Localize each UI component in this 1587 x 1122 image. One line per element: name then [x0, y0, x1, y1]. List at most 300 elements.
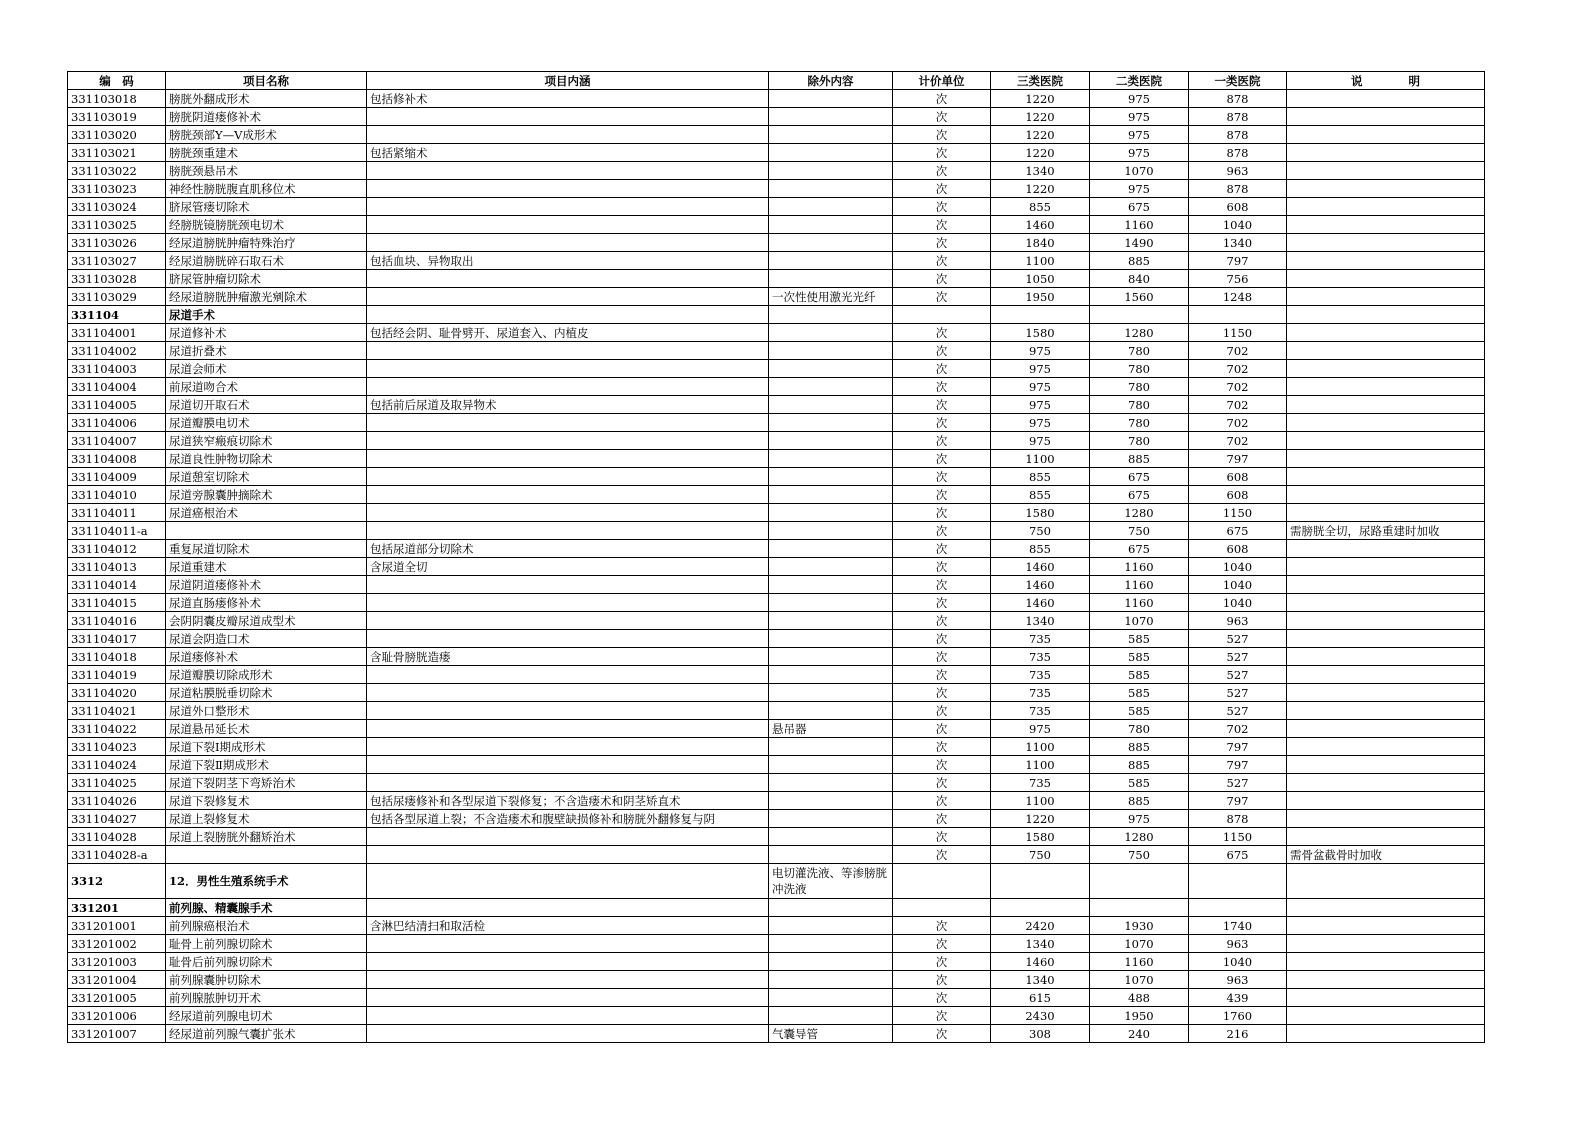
table-row — [68, 468, 1485, 486]
cell-class2-price: 780 — [1090, 342, 1189, 360]
cell-notes — [1287, 108, 1485, 126]
cell-class1-price: 756 — [1189, 270, 1287, 288]
cell-notes — [1287, 558, 1485, 576]
cell-class3-price: 1220 — [991, 180, 1090, 198]
cell-item-name: 尿道会阴造口术 — [166, 630, 367, 648]
cell-class3-price: 735 — [991, 684, 1090, 702]
cell-item-content — [367, 846, 769, 864]
cell-notes — [1287, 396, 1485, 414]
cell-class1-price: 702 — [1189, 342, 1287, 360]
cell-class3-price: 975 — [991, 414, 1090, 432]
cell-item-name: 经膀胱镜膀胱颈电切术 — [166, 216, 367, 234]
cell-unit: 次 — [893, 971, 991, 989]
cell-class2-price: 780 — [1090, 360, 1189, 378]
cell-class3-price: 1580 — [991, 324, 1090, 342]
cell-class2-price: 1930 — [1090, 917, 1189, 935]
cell-item-name: 重复尿道切除术 — [166, 540, 367, 558]
cell-item-name: 膀胱阴道瘘修补术 — [166, 108, 367, 126]
cell-code: 331104008 — [68, 450, 166, 468]
cell-class1-price: 527 — [1189, 774, 1287, 792]
cell-item-content — [367, 180, 769, 198]
cell-class3-price: 735 — [991, 648, 1090, 666]
cell-item-content — [367, 666, 769, 684]
section-row — [68, 306, 1485, 324]
cell-notes — [1287, 971, 1485, 989]
cell-class2-price: 840 — [1090, 270, 1189, 288]
cell-class2-price: 1280 — [1090, 504, 1189, 522]
cell-unit: 次 — [893, 180, 991, 198]
table-row — [68, 989, 1485, 1007]
table-row — [68, 612, 1485, 630]
fee-schedule-table — [67, 71, 1485, 1043]
cell-notes — [1287, 720, 1485, 738]
cell-notes — [1287, 810, 1485, 828]
cell-class3-price: 735 — [991, 774, 1090, 792]
cell-notes — [1287, 792, 1485, 810]
cell-unit: 次 — [893, 1025, 991, 1043]
cell-notes — [1287, 576, 1485, 594]
cell-class2-price: 1070 — [1090, 971, 1189, 989]
cell-class2-price: 885 — [1090, 450, 1189, 468]
cell-code: 331104014 — [68, 576, 166, 594]
cell-class2-price: 1280 — [1090, 828, 1189, 846]
cell-class3-price: 735 — [991, 630, 1090, 648]
cell-code: 331201004 — [68, 971, 166, 989]
table-row — [68, 90, 1485, 108]
cell-item-content — [367, 234, 769, 252]
cell-class3-price: 975 — [991, 432, 1090, 450]
cell-class1-price: 878 — [1189, 108, 1287, 126]
cell-class1-price: 216 — [1189, 1025, 1287, 1043]
cell-exclusions — [769, 144, 893, 162]
cell-item-content: 包括紧缩术 — [367, 144, 769, 162]
cell-class2-price: 585 — [1090, 666, 1189, 684]
cell-code: 331104010 — [68, 486, 166, 504]
cell-unit: 次 — [893, 953, 991, 971]
table-row — [68, 846, 1485, 864]
cell-class2-price: 675 — [1090, 468, 1189, 486]
cell-class2-price: 1160 — [1090, 558, 1189, 576]
cell-item-name: 耻骨上前列腺切除术 — [166, 935, 367, 953]
cell-class1-price: 702 — [1189, 720, 1287, 738]
cell-class2-price: 885 — [1090, 738, 1189, 756]
cell-class1-price: 702 — [1189, 360, 1287, 378]
cell-notes — [1287, 594, 1485, 612]
table-row — [68, 108, 1485, 126]
table-row — [68, 198, 1485, 216]
cell-class2-price: 975 — [1090, 144, 1189, 162]
cell-unit: 次 — [893, 468, 991, 486]
table-row — [68, 180, 1485, 198]
cell-code: 331201005 — [68, 989, 166, 1007]
table-row — [68, 126, 1485, 144]
cell-class2-price: 675 — [1090, 540, 1189, 558]
cell-class1-price: 608 — [1189, 540, 1287, 558]
cell-class2-price — [1090, 899, 1189, 917]
table-row — [68, 450, 1485, 468]
cell-code: 331103022 — [68, 162, 166, 180]
cell-code: 331103019 — [68, 108, 166, 126]
cell-class3-price: 1580 — [991, 828, 1090, 846]
cell-item-content — [367, 414, 769, 432]
cell-class2-price: 1160 — [1090, 216, 1189, 234]
cell-item-name: 膀胱颈重建术 — [166, 144, 367, 162]
cell-class3-price: 1460 — [991, 594, 1090, 612]
cell-item-name: 尿道切开取石术 — [166, 396, 367, 414]
cell-class2-price: 1160 — [1090, 594, 1189, 612]
cell-item-content: 含淋巴结清扫和取活检 — [367, 917, 769, 935]
cell-item-name: 经尿道膀胱肿瘤激光剜除术 — [166, 288, 367, 306]
cell-item-name: 前列腺囊肿切除术 — [166, 971, 367, 989]
cell-item-content — [367, 1007, 769, 1025]
cell-code: 331104011-a — [68, 522, 166, 540]
cell-class2-price: 975 — [1090, 108, 1189, 126]
cell-notes — [1287, 864, 1485, 899]
cell-item-name: 尿道下裂修复术 — [166, 792, 367, 810]
cell-item-content: 包括经会阴、耻骨劈开、尿道套入、内植皮 — [367, 324, 769, 342]
cell-exclusions — [769, 468, 893, 486]
cell-class2-price: 1160 — [1090, 576, 1189, 594]
cell-class3-price: 615 — [991, 989, 1090, 1007]
header-item-name: 项目名称 — [166, 72, 367, 90]
section-row — [68, 864, 1485, 899]
cell-item-name: 尿道下裂Ⅱ期成形术 — [166, 756, 367, 774]
cell-notes — [1287, 360, 1485, 378]
cell-class3-price — [991, 899, 1090, 917]
cell-class3-price: 975 — [991, 396, 1090, 414]
table-row — [68, 522, 1485, 540]
table-row — [68, 594, 1485, 612]
cell-class3-price: 1340 — [991, 935, 1090, 953]
cell-item-name: 尿道瓣膜电切术 — [166, 414, 367, 432]
cell-class2-price: 750 — [1090, 846, 1189, 864]
cell-exclusions — [769, 360, 893, 378]
cell-class3-price — [991, 306, 1090, 324]
cell-exclusions: 悬吊器 — [769, 720, 893, 738]
table-row — [68, 953, 1485, 971]
table-row — [68, 252, 1485, 270]
cell-item-content — [367, 828, 769, 846]
cell-class1-price: 1740 — [1189, 917, 1287, 935]
cell-class1-price: 1150 — [1189, 504, 1287, 522]
cell-class1-price: 797 — [1189, 252, 1287, 270]
cell-class1-price: 797 — [1189, 756, 1287, 774]
cell-unit: 次 — [893, 666, 991, 684]
cell-code: 331104007 — [68, 432, 166, 450]
cell-class1-price: 527 — [1189, 702, 1287, 720]
cell-exclusions — [769, 953, 893, 971]
cell-class3-price: 975 — [991, 342, 1090, 360]
cell-code: 331104005 — [68, 396, 166, 414]
cell-unit: 次 — [893, 738, 991, 756]
cell-exclusions — [769, 378, 893, 396]
cell-notes — [1287, 198, 1485, 216]
cell-exclusions — [769, 684, 893, 702]
cell-code: 331104015 — [68, 594, 166, 612]
cell-code: 331104020 — [68, 684, 166, 702]
cell-code: 331104004 — [68, 378, 166, 396]
table-row — [68, 720, 1485, 738]
cell-unit: 次 — [893, 810, 991, 828]
cell-class1-price: 702 — [1189, 396, 1287, 414]
cell-class2-price: 585 — [1090, 774, 1189, 792]
cell-notes — [1287, 828, 1485, 846]
cell-notes — [1287, 486, 1485, 504]
cell-class1-price: 878 — [1189, 144, 1287, 162]
cell-class1-price: 702 — [1189, 432, 1287, 450]
cell-class1-price: 608 — [1189, 468, 1287, 486]
cell-unit: 次 — [893, 846, 991, 864]
cell-class2-price: 240 — [1090, 1025, 1189, 1043]
cell-class1-price: 1150 — [1189, 324, 1287, 342]
header-class3-hospital: 三类医院 — [991, 72, 1090, 90]
cell-class1-price: 797 — [1189, 792, 1287, 810]
cell-class2-price: 780 — [1090, 378, 1189, 396]
cell-item-content — [367, 756, 769, 774]
cell-item-content — [367, 594, 769, 612]
cell-notes — [1287, 917, 1485, 935]
cell-code: 331104022 — [68, 720, 166, 738]
table-row — [68, 756, 1485, 774]
cell-notes — [1287, 702, 1485, 720]
cell-class3-price: 1950 — [991, 288, 1090, 306]
header-notes: 说 明 — [1287, 72, 1485, 90]
cell-item-name: 会阴阴囊皮瓣尿道成型术 — [166, 612, 367, 630]
cell-unit: 次 — [893, 162, 991, 180]
cell-exclusions — [769, 702, 893, 720]
cell-notes — [1287, 989, 1485, 1007]
cell-class3-price: 855 — [991, 468, 1090, 486]
cell-class1-price: 608 — [1189, 198, 1287, 216]
cell-item-name: 神经性膀胱腹直肌移位术 — [166, 180, 367, 198]
cell-class1-price — [1189, 306, 1287, 324]
cell-item-name: 尿道狭窄瘢痕切除术 — [166, 432, 367, 450]
cell-notes — [1287, 630, 1485, 648]
cell-code: 331103021 — [68, 144, 166, 162]
cell-class2-price: 585 — [1090, 630, 1189, 648]
cell-unit: 次 — [893, 288, 991, 306]
cell-item-content: 包括血块、异物取出 — [367, 252, 769, 270]
cell-class1-price: 963 — [1189, 971, 1287, 989]
cell-code: 331104026 — [68, 792, 166, 810]
cell-class1-price: 1040 — [1189, 576, 1287, 594]
cell-exclusions — [769, 108, 893, 126]
header-unit: 计价单位 — [893, 72, 991, 90]
cell-class3-price — [991, 864, 1090, 899]
cell-unit: 次 — [893, 450, 991, 468]
cell-class2-price: 975 — [1090, 126, 1189, 144]
cell-class3-price: 750 — [991, 846, 1090, 864]
cell-exclusions — [769, 828, 893, 846]
cell-unit: 次 — [893, 216, 991, 234]
cell-code: 331104027 — [68, 810, 166, 828]
cell-code: 331103018 — [68, 90, 166, 108]
cell-unit: 次 — [893, 432, 991, 450]
cell-unit: 次 — [893, 234, 991, 252]
cell-class1-price: 1040 — [1189, 953, 1287, 971]
cell-exclusions: 一次性使用激光光纤 — [769, 288, 893, 306]
table-row — [68, 666, 1485, 684]
cell-code: 331104013 — [68, 558, 166, 576]
cell-class2-price: 780 — [1090, 396, 1189, 414]
cell-notes: 需膀胱全切，尿路重建时加收 — [1287, 522, 1485, 540]
cell-exclusions — [769, 630, 893, 648]
cell-class3-price: 1100 — [991, 252, 1090, 270]
cell-class3-price: 975 — [991, 360, 1090, 378]
cell-notes — [1287, 378, 1485, 396]
cell-item-name: 前列腺癌根治术 — [166, 917, 367, 935]
cell-code: 331104 — [68, 306, 166, 324]
cell-item-name: 尿道旁腺囊肿摘除术 — [166, 486, 367, 504]
cell-notes — [1287, 738, 1485, 756]
cell-notes — [1287, 234, 1485, 252]
header-class2-hospital: 二类医院 — [1090, 72, 1189, 90]
cell-item-name: 前列腺脓肿切开术 — [166, 989, 367, 1007]
cell-class3-price: 855 — [991, 198, 1090, 216]
cell-item-content — [367, 432, 769, 450]
cell-exclusions — [769, 558, 893, 576]
cell-unit: 次 — [893, 540, 991, 558]
header-exclusions: 除外内容 — [769, 72, 893, 90]
cell-code: 331103028 — [68, 270, 166, 288]
cell-item-name: 膀胱颈悬吊术 — [166, 162, 367, 180]
cell-item-name: 尿道下裂阴茎下弯矫治术 — [166, 774, 367, 792]
cell-class2-price: 1280 — [1090, 324, 1189, 342]
cell-unit: 次 — [893, 792, 991, 810]
cell-class1-price: 527 — [1189, 630, 1287, 648]
table-row — [68, 684, 1485, 702]
cell-unit: 次 — [893, 342, 991, 360]
cell-unit: 次 — [893, 144, 991, 162]
cell-unit: 次 — [893, 360, 991, 378]
cell-code: 331104025 — [68, 774, 166, 792]
cell-class1-price: 878 — [1189, 126, 1287, 144]
cell-exclusions — [769, 432, 893, 450]
cell-item-content — [367, 612, 769, 630]
cell-unit: 次 — [893, 270, 991, 288]
cell-class1-price: 608 — [1189, 486, 1287, 504]
cell-item-name: 12．男性生殖系统手术 — [166, 864, 367, 899]
cell-exclusions: 气囊导管 — [769, 1025, 893, 1043]
cell-notes — [1287, 306, 1485, 324]
cell-exclusions — [769, 594, 893, 612]
cell-unit: 次 — [893, 935, 991, 953]
cell-unit: 次 — [893, 576, 991, 594]
cell-exclusions — [769, 162, 893, 180]
cell-exclusions — [769, 252, 893, 270]
cell-unit: 次 — [893, 414, 991, 432]
cell-unit: 次 — [893, 90, 991, 108]
header-code: 编 码 — [68, 72, 166, 90]
cell-item-content — [367, 450, 769, 468]
cell-class3-price: 1580 — [991, 504, 1090, 522]
cell-exclusions — [769, 989, 893, 1007]
cell-exclusions — [769, 306, 893, 324]
cell-unit: 次 — [893, 756, 991, 774]
cell-class2-price: 780 — [1090, 414, 1189, 432]
cell-item-name: 尿道修补术 — [166, 324, 367, 342]
cell-code: 331104024 — [68, 756, 166, 774]
cell-item-content — [367, 198, 769, 216]
cell-class1-price: 963 — [1189, 162, 1287, 180]
cell-unit: 次 — [893, 594, 991, 612]
cell-code: 331104006 — [68, 414, 166, 432]
cell-unit: 次 — [893, 396, 991, 414]
cell-class3-price: 2430 — [991, 1007, 1090, 1025]
cell-unit: 次 — [893, 630, 991, 648]
cell-code: 331104023 — [68, 738, 166, 756]
cell-item-content — [367, 953, 769, 971]
cell-class2-price: 1560 — [1090, 288, 1189, 306]
cell-code: 331104021 — [68, 702, 166, 720]
cell-unit: 次 — [893, 648, 991, 666]
cell-code: 331104018 — [68, 648, 166, 666]
table-row — [68, 540, 1485, 558]
cell-item-content — [367, 342, 769, 360]
cell-code: 331104016 — [68, 612, 166, 630]
cell-item-name: 尿道会师术 — [166, 360, 367, 378]
cell-class1-price: 1340 — [1189, 234, 1287, 252]
cell-class1-price: 527 — [1189, 666, 1287, 684]
cell-unit: 次 — [893, 720, 991, 738]
cell-code: 331201002 — [68, 935, 166, 953]
section-row — [68, 899, 1485, 917]
cell-exclusions — [769, 216, 893, 234]
cell-item-content — [367, 486, 769, 504]
cell-class2-price — [1090, 864, 1189, 899]
cell-class3-price: 1100 — [991, 756, 1090, 774]
cell-class2-price: 488 — [1090, 989, 1189, 1007]
cell-item-name: 经尿道前列腺电切术 — [166, 1007, 367, 1025]
cell-class3-price: 1100 — [991, 738, 1090, 756]
cell-item-content: 含耻骨膀胱造瘘 — [367, 648, 769, 666]
header-item-content: 项目内涵 — [367, 72, 769, 90]
cell-exclusions: 电切灌洗液、等渗膀胱冲洗液 — [769, 864, 893, 899]
cell-unit: 次 — [893, 702, 991, 720]
table-row — [68, 1007, 1485, 1025]
table-row — [68, 792, 1485, 810]
cell-item-content — [367, 774, 769, 792]
cell-class3-price: 1220 — [991, 108, 1090, 126]
cell-class2-price: 885 — [1090, 792, 1189, 810]
cell-item-content — [367, 504, 769, 522]
cell-notes — [1287, 342, 1485, 360]
cell-exclusions — [769, 504, 893, 522]
cell-class1-price: 675 — [1189, 522, 1287, 540]
cell-class1-price: 1040 — [1189, 558, 1287, 576]
cell-item-name: 经尿道前列腺气囊扩张术 — [166, 1025, 367, 1043]
cell-exclusions — [769, 126, 893, 144]
table-row — [68, 342, 1485, 360]
cell-item-content — [367, 270, 769, 288]
cell-unit: 次 — [893, 917, 991, 935]
cell-class2-price: 885 — [1090, 756, 1189, 774]
cell-class3-price: 1460 — [991, 953, 1090, 971]
cell-class1-price: 675 — [1189, 846, 1287, 864]
table-row — [68, 360, 1485, 378]
cell-item-name: 尿道上裂膀胱外翻矫治术 — [166, 828, 367, 846]
cell-class3-price: 308 — [991, 1025, 1090, 1043]
cell-notes — [1287, 288, 1485, 306]
cell-item-content — [367, 738, 769, 756]
cell-code: 331104028 — [68, 828, 166, 846]
cell-item-content — [367, 899, 769, 917]
cell-item-name: 尿道折叠术 — [166, 342, 367, 360]
cell-item-name: 前列腺、精囊腺手术 — [166, 899, 367, 917]
table-row — [68, 144, 1485, 162]
cell-class2-price — [1090, 306, 1189, 324]
cell-class3-price: 1220 — [991, 810, 1090, 828]
